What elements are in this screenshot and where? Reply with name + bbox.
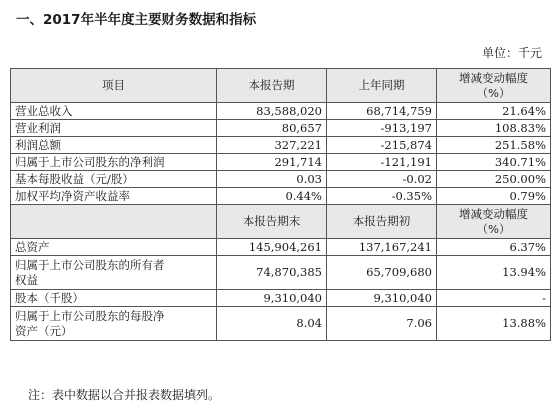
row-change: - <box>437 290 551 307</box>
row-prior: 65,709,680 <box>327 256 437 290</box>
table-row <box>11 188 551 205</box>
header-change <box>437 69 551 103</box>
row-label <box>11 307 217 341</box>
row-label: 股本（千股） <box>11 290 217 307</box>
table-row <box>11 256 551 290</box>
row-change: 340.71% <box>437 154 551 171</box>
subheader-change-line1: 增减变动幅度 <box>459 206 528 221</box>
row-change: 108.83% <box>437 120 551 137</box>
row-label: 基本每股收益（元/股） <box>11 171 217 188</box>
row-label: 总资产 <box>11 239 217 256</box>
row-current: 74,870,385 <box>217 256 327 290</box>
row-current: 0.44% <box>217 188 327 205</box>
header-item: 项目 <box>11 69 217 103</box>
table-row <box>11 290 551 307</box>
section-title: 一、2017年半年度主要财务数据和指标 <box>16 12 257 28</box>
row-prior: -0.35% <box>327 188 437 205</box>
subheader-empty <box>11 205 217 239</box>
row-label <box>11 256 217 290</box>
subheader-prior: 本报告期初 <box>327 205 437 239</box>
subheader-current: 本报告期末 <box>217 205 327 239</box>
row-current: 327,221 <box>217 137 327 154</box>
table-note: 注：表中数据以合并报表数据填列。 <box>28 388 221 402</box>
row-change: 13.94% <box>437 256 551 290</box>
row-label-line2: 权益 <box>15 272 38 287</box>
row-prior: 68,714,759 <box>327 103 437 120</box>
row-prior: 9,310,040 <box>327 290 437 307</box>
row-current: 83,588,020 <box>217 103 327 120</box>
table-row <box>11 120 551 137</box>
table-header-row <box>11 69 551 103</box>
row-label: 营业利润 <box>11 120 217 137</box>
row-label-line1: 归属于上市公司股东的每股净 <box>15 308 165 323</box>
row-label-line1: 归属于上市公司股东的所有者 <box>15 257 165 272</box>
unit-label: 单位：千元 <box>481 46 542 60</box>
row-current: 145,904,261 <box>217 239 327 256</box>
row-prior: 137,167,241 <box>327 239 437 256</box>
table-subheader-row <box>11 205 551 239</box>
row-label: 归属于上市公司股东的净利润 <box>11 154 217 171</box>
row-label: 营业总收入 <box>11 103 217 120</box>
row-change: 251.58% <box>437 137 551 154</box>
row-current: 9,310,040 <box>217 290 327 307</box>
table-row <box>11 307 551 341</box>
subheader-change <box>437 205 551 239</box>
row-current: 8.04 <box>217 307 327 341</box>
row-current: 80,657 <box>217 120 327 137</box>
header-prior: 上年同期 <box>327 69 437 103</box>
row-label-line2: 资产（元） <box>15 323 73 338</box>
row-change: 6.37% <box>437 239 551 256</box>
row-prior: 7.06 <box>327 307 437 341</box>
row-change: 13.88% <box>437 307 551 341</box>
table-row <box>11 171 551 188</box>
row-change: 21.64% <box>437 103 551 120</box>
header-change-line2: （%） <box>476 85 511 100</box>
table-row <box>11 137 551 154</box>
table-row <box>11 239 551 256</box>
row-current: 291,714 <box>217 154 327 171</box>
row-current: 0.03 <box>217 171 327 188</box>
row-change: 0.79% <box>437 188 551 205</box>
subheader-change-line2: （%） <box>476 221 511 236</box>
row-label: 加权平均净资产收益率 <box>11 188 217 205</box>
table-row <box>11 154 551 171</box>
financial-table <box>10 68 551 341</box>
row-prior: -0.02 <box>327 171 437 188</box>
row-prior: -215,874 <box>327 137 437 154</box>
row-change: 250.00% <box>437 171 551 188</box>
header-change-line1: 增减变动幅度 <box>459 70 528 85</box>
row-prior: -913,197 <box>327 120 437 137</box>
row-prior: -121,191 <box>327 154 437 171</box>
table-row <box>11 103 551 120</box>
row-label: 利润总额 <box>11 137 217 154</box>
header-current: 本报告期 <box>217 69 327 103</box>
